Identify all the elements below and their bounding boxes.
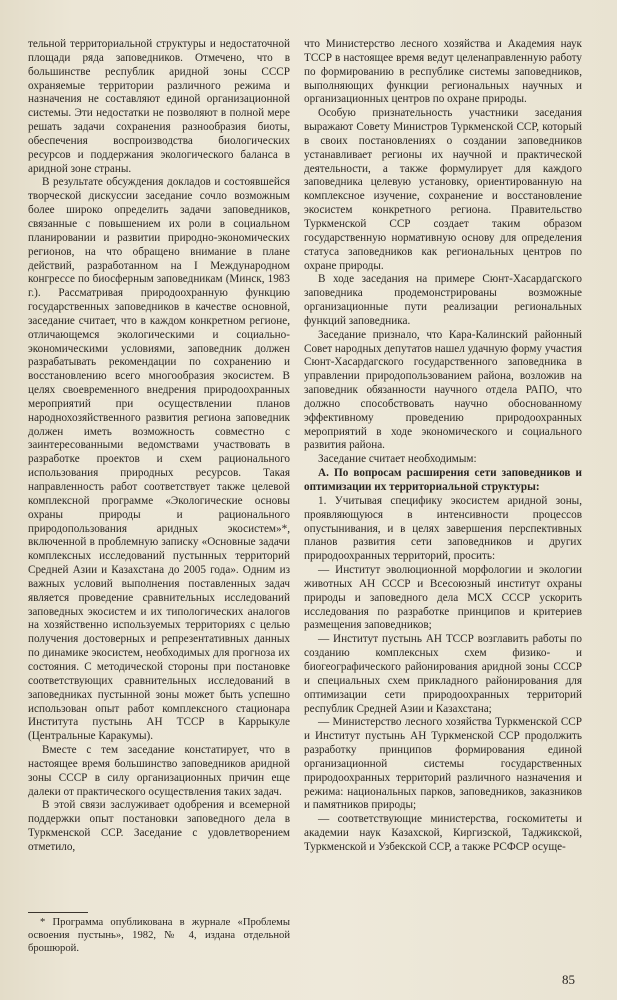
list-item: — Институт пустынь АН ТССР возглавить работы по созданию комплексных схем физико- и биогеографического районирования аридной зоны СССР и специальных схем прикладного районирования для оптимизации сети природоохранных территорий республик Средней Азии и Казахстана;: [304, 633, 582, 715]
paragraph: Заседание признало, что Кара-Калинский районный Совет народных депутатов нашел удачную форму участия Сюнт-Хасардагского государственного заповедника в управлении природопользованием района, возложив на заповедник обязанности научного отдела РАПО, что должно способствовать научно обоснованному эффективному проведению природоохранных мероприятий в ходе экономического и социального развития района.: [304, 328, 582, 452]
paragraph: Заседание считает необходимым:: [318, 453, 477, 466]
paragraph: что Министерство лесного хозяйства и Академия наук ТССР в настоящее время ведут целенаправленную работу по формированию в республике системы заповедников, выполняющих функции региональных научных и организационных центров по охране природы.: [304, 38, 582, 106]
left-text-column: [28, 38, 290, 855]
paragraph: В результате обсуждения докладов и состоявшейся творческой дискуссии заседание сочло возможным более широко определить задачи заповедников, связанные с повышением их роли в социальном планировании и развитии природно-экономических регионов, на что обращено внимание в плане действий, разработанном на I Международном конгрессе по биосферным заповедникам (Минск, 1983 г.). Рассматривая природоохранную функцию государственных заповедников в качестве основной, заседание считает, что в каждом конкретном регионе, отличающемся экологическими и социально-экономическими условиями, заповедник должен разрабатывать рекомендации по сохранению и восстановлению всего многообразия экосистем. В целях своевременного внедрения природоохранных мероприятий при осуществлении планов народнохозяйственного развития региона заповедник должен иметь возможность совместно с заинтересованными ведомствами участвовать в разработке проектов и схем рационального использования природных ресурсов. Такая направленность работ соответствует также целевой комплексной программе «Экологические основы охраны природы и рационального природопользования аридных экосистем»*, включенной в проблемную записку «Основные задачи комплексных исследований пустынных территорий Средней Азии и Казахстана до 2005 года». Одним из важных условий выполнения поставленных задач является проведение сравнительных исследований заповедных экосистем и их типологических аналогов на хозяйственно используемых территориях с целью получения достоверных и репрезентативных данных по динамике экосистем, необходимых для прогноза их состояния. С методической стороны при постановке соответствующих сравнительных исследований в заповедниках пустынной зоны может быть успешно использован опыт работ комплексного стационара Института пустынь АН ТССР в Каррыкуле (Центральные Каракумы).: [28, 176, 290, 743]
footnote: [28, 916, 290, 956]
paragraph: Особую признательность участники заседания выражают Совету Министров Туркменской ССР, который в своих постановлениях о создании заповедников устанавливает регионы их научной и практической деятельности, а также формулирует для каждого заповедника целевую установку, ориентированную на комплексное изучение, сохранение и восстановление экосистем конкретного региона. Правительство Туркменской ССР создает таким образом государственную нормативную основу для определения статуса заповедников как региональных центров по охране природы.: [304, 107, 582, 272]
right-text-column: [304, 38, 582, 855]
paragraph: В этой связи заслуживает одобрения и всемерной поддержки опыт постановки заповедного дела в Туркменской ССР. Заседание с удовлетворением отметило,: [28, 799, 290, 853]
footnote-divider: [28, 912, 88, 913]
list-item: — Институт эволюционной морфологии и экологии животных АН СССР и Всесоюзный институт охраны природы и заповедного дела МСХ СССР ускорить исследования по разработке принципов и критериев размещения заповедников;: [304, 564, 582, 632]
list-item: — соответствующие министерства, госкомитеты и академии наук Казахской, Киргизской, Таджикской, Туркменской и Узбекской ССР, а также РСФСР осуще-: [304, 813, 582, 853]
footnote-text: * Программа опубликована в журнале «Проблемы освоения пустынь», 1982, № 4, издана отдельной брошюрой.: [28, 917, 290, 955]
paragraph: Вместе с тем заседание констатирует, что в настоящее время большинство заповедников аридной зоны СССР в силу организационных причин еще далеки от практического осуществления таких задач.: [28, 744, 290, 798]
section-heading: А. По вопросам расширения сети заповедников и оптимизации их территориальной структуры:: [304, 467, 582, 493]
page-number: 85: [562, 972, 575, 987]
paragraph: В ходе заседания на примере Сюнт-Хасардагского заповедника продемонстрированы возможные организационные пути реализации региональных функций заповедника.: [304, 273, 582, 327]
paragraph: 1. Учитывая специфику экосистем аридной зоны, проявляющуюся в интенсивности процессов опустынивания, и в целях завершения перспективных планов развития сети заповедников и других природоохранных территорий, просить:: [304, 494, 582, 563]
paragraph: тельной территориальной структуры и недостаточной площади ряда заповедников. Отмечено, что в большинстве республик аридной зоны СССР охраняемые территории различного режима и назначения не составляют единой организационной системы. Эти недостатки не позволяют в полной мере решать задачи сохранения разнообразия биоты, обеспечения воспроизводства биологических ресурсов и поддержания экологического баланса в аридной зоне страны.: [28, 38, 290, 175]
list-item: — Министерство лесного хозяйства Туркменской ССР и Институт пустынь АН Туркменской ССР продолжить разработку принципов формирования единой организационной системы государственных природоохранных территорий различного назначения и режима: национальных парков, заповедников, заказников и памятников природы;: [304, 716, 582, 812]
